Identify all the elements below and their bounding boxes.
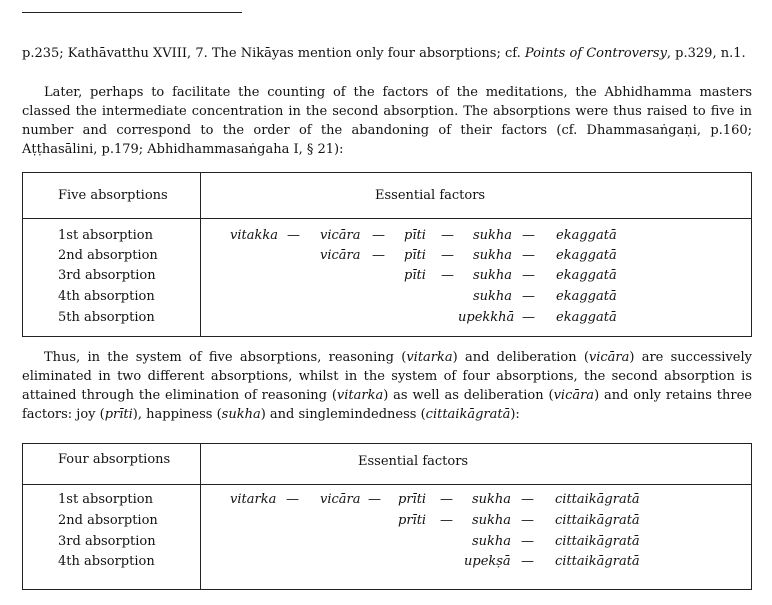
table1-header-divider bbox=[22, 218, 751, 219]
t2r1-dash3: — bbox=[440, 492, 453, 507]
p3-vitarka-1: vitarka bbox=[406, 350, 453, 365]
t1r1-dash2: — bbox=[372, 228, 385, 243]
table1-row-5: 5th absorption bbox=[58, 310, 155, 325]
t2r3-sukha: sukha bbox=[472, 534, 512, 549]
table2-header-divider bbox=[22, 484, 751, 485]
table1-col2-header: Essential factors bbox=[375, 188, 486, 203]
t1r2-dash1: — bbox=[372, 248, 385, 263]
p3-g: ) and singlemindedness ( bbox=[260, 407, 426, 422]
t1r2-dash3: — bbox=[522, 248, 535, 263]
table1-row-3: 3rd absorption bbox=[58, 268, 156, 283]
t2r2-priti: prīti bbox=[398, 513, 427, 528]
table1-col1-header: Five absorptions bbox=[58, 188, 168, 203]
t1r2-dash2: — bbox=[441, 248, 454, 263]
t2r4-upeksa: upekṣā bbox=[464, 554, 511, 569]
t1r3-piti: pīti bbox=[404, 268, 426, 283]
comparison-paragraph bbox=[22, 348, 752, 424]
table2-col2-header: Essential factors bbox=[358, 454, 469, 469]
p3-priti: prīti bbox=[104, 407, 133, 422]
p3-b: ) and deliberation ( bbox=[452, 350, 589, 365]
t1r2-ekaggata: ekaggatā bbox=[556, 248, 617, 263]
t2r1-sukha: sukha bbox=[472, 492, 512, 507]
t2r1-vitarka: vitarka bbox=[230, 492, 277, 507]
t2r3-dash1: — bbox=[521, 534, 534, 549]
t1r3-ekaggata: ekaggatā bbox=[556, 268, 617, 283]
t2r3-citta: cittaikāgratā bbox=[555, 534, 640, 549]
p3-vitarka-2: vitarka bbox=[336, 388, 384, 403]
t2r4-dash1: — bbox=[521, 554, 534, 569]
t1r3-dash2: — bbox=[522, 268, 535, 283]
t2r2-dash1: — bbox=[440, 513, 453, 528]
t1r3-sukha: sukha bbox=[473, 268, 513, 283]
p3-f: ), happiness ( bbox=[132, 407, 222, 422]
table1-row-4: 4th absorption bbox=[58, 289, 155, 304]
table1-row-1: 1st absorption bbox=[58, 228, 153, 243]
t1r4-sukha: sukha bbox=[473, 289, 513, 304]
table2-row-3: 3rd absorption bbox=[58, 534, 156, 549]
t1r4-ekaggata: ekaggatā bbox=[556, 289, 617, 304]
p3-vicara-2: vicāra bbox=[553, 388, 595, 403]
t1r4-dash1: — bbox=[522, 289, 535, 304]
t1r1-vitakka: vitakka bbox=[230, 228, 278, 243]
t1r2-sukha: sukha bbox=[473, 248, 513, 263]
t1r1-dash1: — bbox=[287, 228, 300, 243]
table2-row-1: 1st absorption bbox=[58, 492, 153, 507]
p3-h: ): bbox=[510, 407, 520, 422]
t2r4-citta: cittaikāgratā bbox=[555, 554, 640, 569]
t1r5-ekaggata: ekaggatā bbox=[556, 310, 617, 325]
t1r2-piti: pīti bbox=[404, 248, 426, 263]
footnote-paragraph bbox=[22, 44, 752, 63]
t1r1-piti: pīti bbox=[404, 228, 426, 243]
table2-row-2: 2nd absorption bbox=[58, 513, 158, 528]
t1r1-dash3: — bbox=[441, 228, 454, 243]
footnote-rule bbox=[22, 12, 242, 13]
t1r1-vicara: vicāra bbox=[320, 228, 361, 243]
para1-end: , p.329, n.1. bbox=[666, 46, 746, 61]
table2-col1-header: Four absorptions bbox=[58, 452, 171, 467]
p3-sukha: sukha bbox=[221, 407, 261, 422]
t1r1-dash4: — bbox=[522, 228, 535, 243]
table2-column-divider bbox=[200, 443, 201, 589]
t1r5-upekkha: upekkhā bbox=[458, 310, 515, 325]
intro-paragraph: Later, perhaps to facilitate the counting of the factors of the meditations, the Abhidhamma masters classed the intermediate concentration in the second absorption. The absorptions were thus raised to five in number and correspond to the order of the abandoning of their factors (cf. Dhammasaṅgaṇi, p.160; Aṭṭhasālini, p.179; Abhidhammasaṅgaha I, § 21): bbox=[22, 85, 752, 157]
t1r5-dash1: — bbox=[522, 310, 535, 325]
t1r1-ekaggata: ekaggatā bbox=[556, 228, 617, 243]
p3-a: Thus, in the system of five absorptions, reasoning ( bbox=[44, 350, 407, 365]
t1r3-dash1: — bbox=[441, 268, 454, 283]
t2r2-dash2: — bbox=[521, 513, 534, 528]
p3-citta: cittaikāgratā bbox=[425, 407, 511, 422]
t2r1-dash4: — bbox=[521, 492, 534, 507]
t1r1-sukha: sukha bbox=[473, 228, 513, 243]
p3-c: ) are successively eliminated in two different absorptions, whilst in the system of four absorptions, the second absorption is attained through the elimination of reasoning ( bbox=[22, 350, 752, 403]
t2r2-citta: cittaikāgratā bbox=[555, 513, 640, 528]
para1-italic: Points of Controversy bbox=[524, 46, 667, 61]
t2r2-sukha: sukha bbox=[472, 513, 512, 528]
t1r2-vicara: vicāra bbox=[320, 248, 361, 263]
t2r1-vicara: vicāra bbox=[320, 492, 361, 507]
t2r1-dash2: — bbox=[368, 492, 381, 507]
para1-text: p.235; Kathāvatthu XVIII, 7. The Nikāyas mention only four absorptions; cf. bbox=[22, 46, 525, 61]
p3-e: ) and only retains three factors: joy ( bbox=[22, 388, 752, 422]
p3-vicara-1: vicāra bbox=[588, 350, 630, 365]
table2-row-4: 4th absorption bbox=[58, 554, 155, 569]
table1-column-divider bbox=[200, 172, 201, 336]
table1-row-2: 2nd absorption bbox=[58, 248, 158, 263]
p3-d: ) as well as deliberation ( bbox=[383, 388, 554, 403]
t2r1-dash1: — bbox=[286, 492, 299, 507]
t2r1-citta: cittaikāgratā bbox=[555, 492, 640, 507]
t2r1-priti: prīti bbox=[398, 492, 427, 507]
